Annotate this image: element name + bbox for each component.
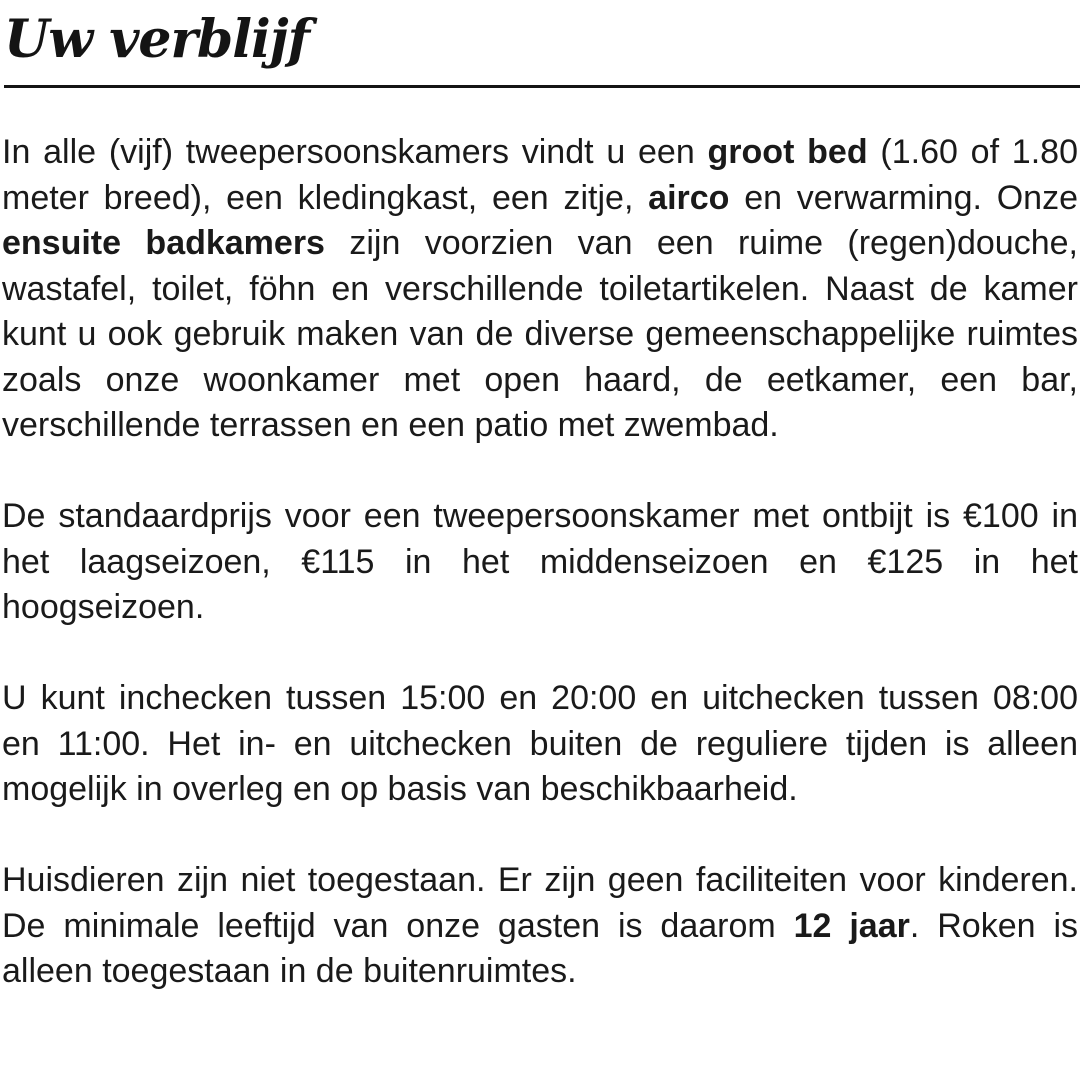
highlight-minimum-age: 12 jaar: [793, 906, 910, 945]
body-content: [2, 130, 1078, 995]
text-segment: U kunt inchecken tussen 15:00 en 20:00 en uitchecken tussen 08:00 en 11:00. Het in- en uitchecken buiten de reguliere tijden is alleen mogelijk in overleg en op basis van beschikbaarheid.: [2, 679, 1078, 808]
paragraph-rules: [2, 858, 1078, 995]
paragraph-prices: [2, 494, 1078, 631]
page-heading: Uw verblijf: [4, 9, 309, 70]
highlight-airco: airco: [648, 178, 730, 217]
paragraph-checkin: [2, 676, 1078, 813]
paragraph-rooms: [2, 130, 1078, 449]
text-segment: zijn voorzien van een ruime (regen)douche, wastafel, toilet, föhn en verschillende toiletartikelen. Naast de kamer kunt u ook gebruik maken van de diverse gemeenschappelijke ruimtes zoals onze woonkamer met open haard, de eetkamer, een bar, verschillende terrassen en een patio met zwembad.: [2, 224, 1078, 444]
heading-divider: [4, 85, 1080, 88]
text-segment: Huisdieren zijn niet toegestaan. Er zijn geen faciliteiten voor kinderen. De minimale leeftijd van onze gasten is daarom: [2, 861, 1078, 945]
text-segment: (1.60 of 1.80 meter breed), een kledingkast, een zitje,: [2, 133, 1078, 217]
text-segment: . Roken is alleen toegestaan in de buitenruimtes.: [2, 906, 1079, 990]
text-segment: In alle (vijf) tweepersoonskamers vindt u een: [2, 133, 708, 171]
highlight-groot-bed: groot bed: [707, 133, 868, 171]
text-segment: en verwarming. Onze: [729, 178, 1078, 217]
highlight-ensuite-badkamers: ensuite badkamers: [2, 224, 325, 262]
text-segment: De standaardprijs voor een tweepersoonskamer met ontbijt is €100 in het laagseizoen, €115 in het middenseizoen en €125 in het hoogseizoen.: [2, 497, 1078, 626]
